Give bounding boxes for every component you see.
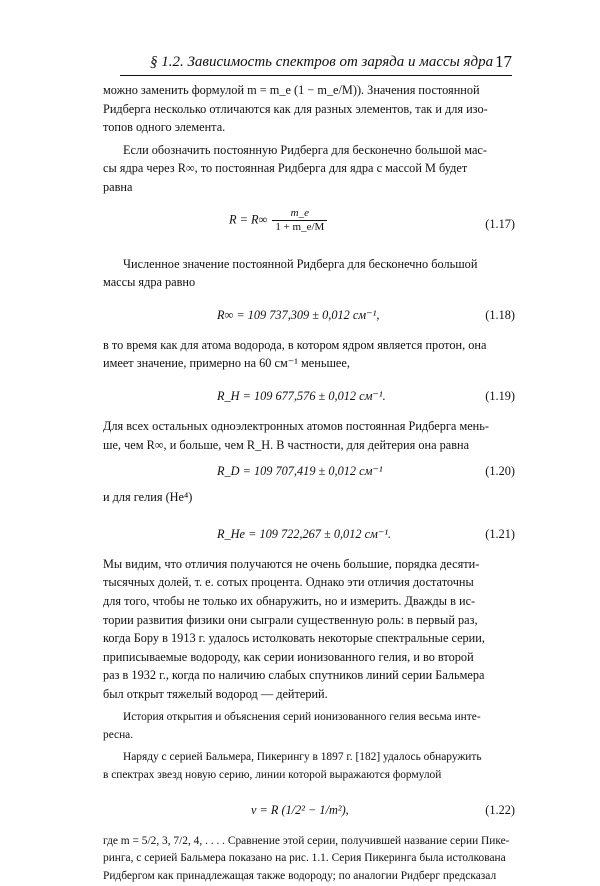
text-line: для того, чтобы не только их обнаружить, но и измерить. Дважды в ис- (103, 593, 476, 608)
equation-1-19 (103, 383, 515, 409)
paragraph-1 (103, 81, 515, 137)
eq-denominator: 1 + m_e/M (275, 220, 325, 233)
text-line: был открыт тяжелый водород — дейтерий. (103, 686, 328, 701)
text-line: Ридберга несколько отличаются как для разных элементов, так и для изо- (103, 101, 488, 116)
text-line: Наряду с серией Бальмера, Пикерингу в 1897 г. [182] удалось обнаружить (123, 751, 482, 764)
text-line: приписываемые водороду, как серии ионизованного гелия, и во второй (103, 649, 474, 664)
eq-body: R∞ = 109 737,309 ± 0,012 см⁻¹, (217, 307, 380, 322)
running-header (120, 50, 512, 76)
text-line: в спектрах звезд новую серию, линии которой выражаются формулой (103, 768, 442, 781)
equation-tag: (1.22) (485, 802, 515, 817)
equation-1-21 (103, 521, 515, 547)
text-line: массы ядра равно (103, 275, 196, 290)
paragraph-4 (103, 336, 515, 373)
equation-tag: (1.18) (485, 307, 515, 322)
text-line: ринга, с серией Бальмера показано на рис. 1.1. Серия Пикеринга была истолкована (103, 852, 506, 865)
paragraph-2 (103, 141, 515, 197)
equation-tag: (1.19) (485, 388, 515, 403)
equation-1-18 (103, 302, 515, 328)
header-rule (120, 75, 512, 76)
eq-body: R_He = 109 722,267 ± 0,012 см⁻¹. (217, 526, 392, 541)
equation-1-17 (103, 199, 515, 245)
page-number: 17 (495, 52, 512, 71)
eq-body: R_H = 109 677,576 ± 0,012 см⁻¹. (217, 388, 386, 403)
text-line: раз в 1932 г., когда по наличию слабых спутников линий серии Бальмера (103, 668, 485, 683)
text-line: тысячных долей, т. е. сотых процента. Однако эти отличия достаточны (103, 575, 474, 590)
text-line: История открытия и объяснения серий ионизованного гелия весьма инте- (123, 711, 481, 724)
text-line: Для всех остальных одноэлектронных атомов постоянная Ридберга мень- (103, 418, 489, 433)
section-title: § 1.2. Зависимость спектров от заряда и массы ядра (150, 54, 494, 70)
eq-body: R_D = 109 707,419 ± 0,012 см⁻¹ (217, 464, 383, 479)
text-line: Мы видим, что отличия получаются не очень большие, порядка десяти- (103, 556, 480, 571)
equation-1-22 (103, 793, 515, 827)
text-line: когда Бору в 1913 г. удалось истолковать некоторые спектральные серии, (103, 631, 485, 646)
text-line: ше, чем R∞, и больше, чем R_H. В частности, для дейтерия она равна (103, 437, 470, 452)
paragraph-9 (103, 749, 515, 785)
text-line: ресна. (103, 729, 134, 742)
text-line: Если обозначить постоянную Ридберга для бесконечно большой мас- (123, 142, 487, 157)
text-line: имеет значение, примерно на 60 см⁻¹ меньшее, (103, 356, 350, 371)
text-line: равна (103, 179, 133, 194)
text-line: можно заменить формулой m = m_e (1 − m_e/M)). Значения постоянной (103, 83, 480, 97)
text-line: где m = 5/2, 3, 7/2, 4, . . . . Сравнение этой серии, получившей название серии Пике- (103, 834, 510, 847)
equation-tag: (1.17) (485, 216, 515, 231)
text-line: в то время как для атома водорода, в котором ядром является протон, она (103, 337, 487, 352)
equation-tag: (1.20) (485, 464, 515, 479)
equation-1-20 (103, 458, 515, 484)
text-line: Ридбергом как принадлежащая также водороду; по аналогии Ридберг предсказал (103, 870, 497, 883)
text-line: сы ядра через R∞, то постоянная Ридберга для ядра с массой M будет (103, 161, 468, 176)
text-line: топов одного элемента. (103, 120, 226, 135)
paragraph-3 (103, 255, 515, 292)
equation-tag: (1.21) (485, 526, 515, 541)
page-body (103, 81, 515, 886)
paragraph-5 (103, 417, 515, 454)
paragraph-6 (103, 488, 515, 507)
eq-numerator: m_e (272, 207, 327, 221)
paragraph-8 (103, 709, 515, 745)
eq-body: ν = R (1/2² − 1/m²), (251, 802, 349, 817)
paragraph-10 (103, 833, 515, 886)
text-line: Численное значение постоянной Ридберга для бесконечно большой (123, 256, 478, 271)
paragraph-7 (103, 555, 515, 704)
text-line: и для гелия (He⁴) (103, 490, 193, 505)
eq-fraction (272, 207, 327, 234)
eq-lhs: R = R∞ (229, 211, 268, 226)
text-line: тории развития физики они сыграли существенную роль: в первый раз, (103, 612, 478, 627)
